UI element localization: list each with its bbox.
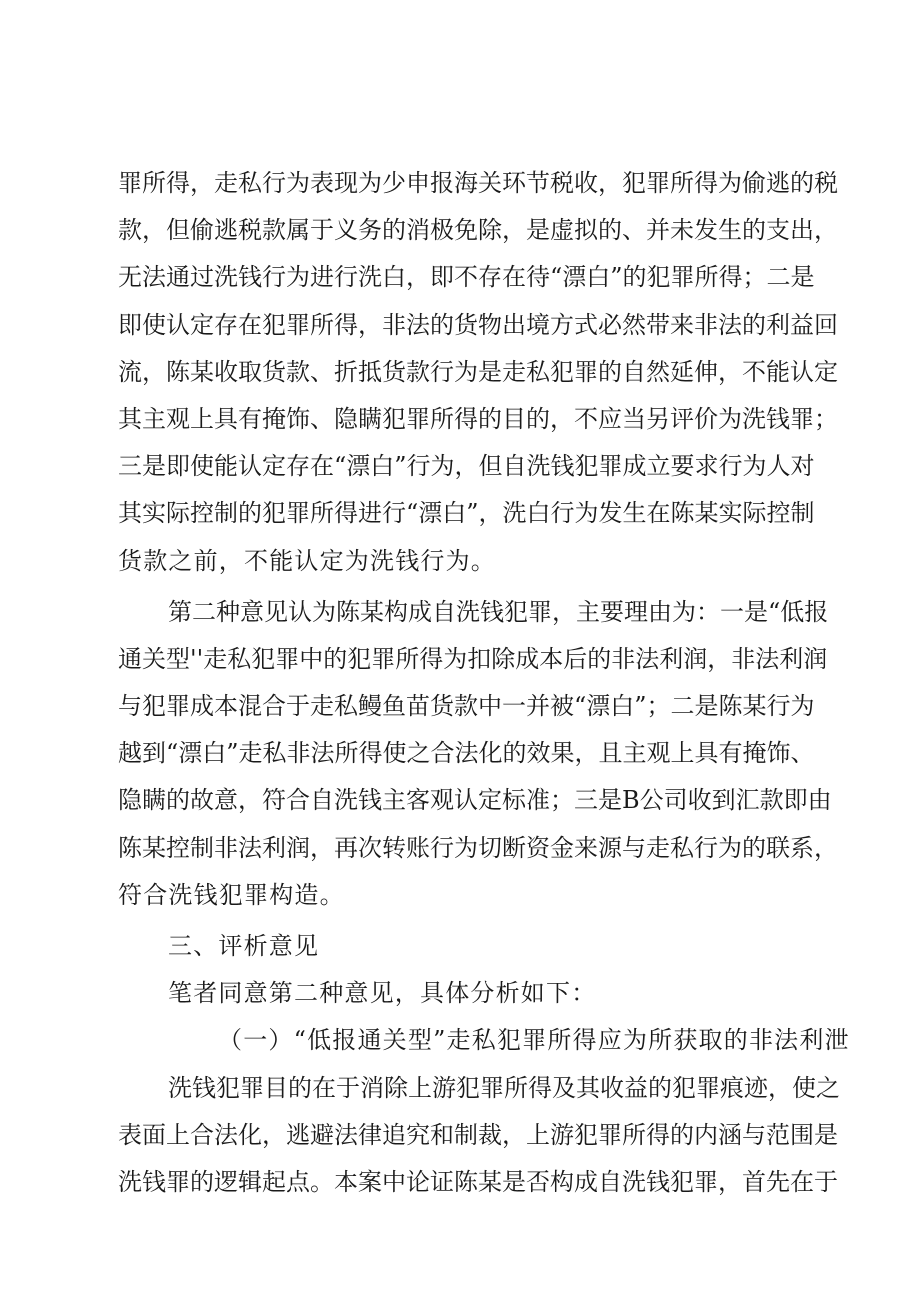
text-line: 陈某控制非法利润，再次转账行为切断资金来源与走私行为的联系， [118,833,838,862]
text-line: 其实际控制的犯罪所得进行“漂白”，洗白行为发生在陈某实际控制 [118,499,815,528]
text-line: 即使认定存在犯罪所得，非法的货物出境方式必然带来非法的利益回 [118,310,838,339]
paragraph-second-opinion [118,589,838,919]
document-body [118,160,850,1206]
text-line: 其主观上具有掩饰、隐瞒犯罪所得的目的，不应当另评价为洗钱罪； [118,404,838,433]
text-line: 货款之前，不能认定为洗钱行为。 [118,546,496,575]
text-line: 越到“漂白”走私非法所得使之合法化的效果，且主观上具有掩饰、 [118,739,815,768]
text-line: 无法通过洗钱行为进行洗白，即不存在待“漂白”的犯罪所得；二是 [118,263,815,292]
text-line: 表面上合法化，逃避法律追究和制裁，上游犯罪所得的内涵与范围是 [118,1120,838,1149]
text-line: 洗钱罪的逻辑起点。本案中论证陈某是否构成自洗钱犯罪，首先在于 [118,1167,838,1196]
text-line: 流，陈某收取货款、折抵货款行为是走私犯罪的自然延伸，不能认定 [118,357,838,386]
paragraph-first-opinion [118,160,838,585]
text-line: 款，但偷逃税款属于义务的消极免除，是虚拟的、并未发生的支出， [118,216,838,245]
sub-heading: （一）“低报通关型”走私犯罪所得应为所获取的非法利泄 [218,1026,850,1055]
text-line: 与犯罪成本混合于走私鳗鱼苗货款中一并被“漂白”；二是陈某行为 [118,692,815,721]
paragraph-author-opinion: 笔者同意第二种意见，具体分析如下： [168,979,597,1008]
paragraph-analysis [118,1065,840,1207]
text-line: 隐瞒的故意，符合自洗钱主客观认定标准；三是B公司收到汇款即由 [118,786,832,815]
text-line: 三是即使能认定存在“漂白”行为，但自洗钱犯罪成立要求行为人对 [118,452,815,481]
text-line: 第二种意见认为陈某构成自洗钱犯罪，主要理由为：一是“低报 [168,597,829,626]
text-line: 符合洗钱犯罪构造。 [118,880,345,909]
section-heading: 三、评析意见 [168,932,320,960]
text-line: 洗钱犯罪目的在于消除上游犯罪所得及其收益的犯罪痕迹，使之 [168,1073,840,1102]
text-line: 罪所得，走私行为表现为少申报海关环节税收，犯罪所得为偷逃的税 [118,169,838,197]
text-line: 通关型''走私犯罪中的犯罪所得为扣除成本后的非法利润，非法利润 [118,644,828,673]
